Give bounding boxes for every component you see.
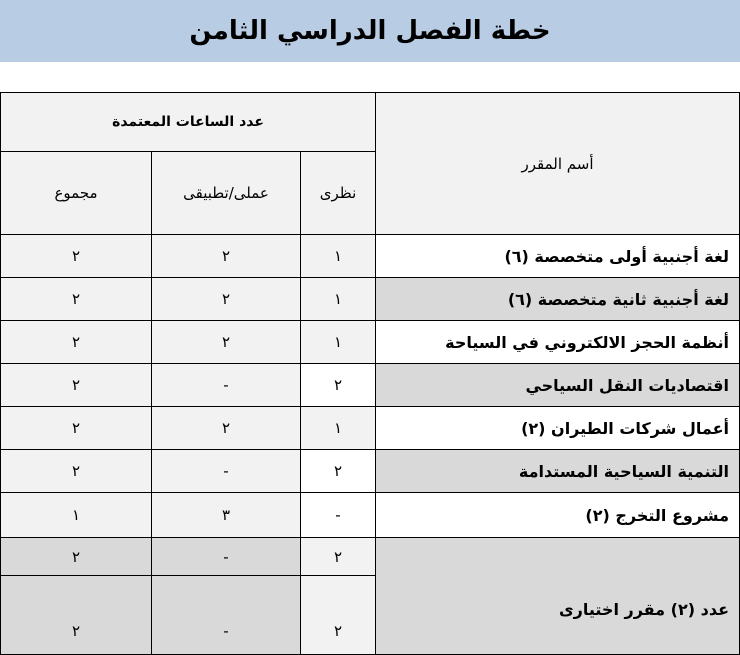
row-3-theory: ١: [300, 320, 376, 364]
elective-1-total: ٢: [0, 537, 152, 576]
row-1-course-name: لغة أجنبية أولى متخصصة (٦): [375, 234, 740, 278]
practical-header: عملى/تطبيقى: [151, 151, 301, 235]
row-3-practical: ٢: [151, 320, 301, 364]
elective-2-theory: ٢: [300, 575, 376, 655]
elective-2-total: ٢: [0, 575, 152, 655]
row-6-theory: ٢: [300, 449, 376, 493]
row-6-total: ٢: [0, 449, 152, 493]
row-2-theory: ١: [300, 277, 376, 321]
total-header: مجموع: [0, 151, 152, 235]
page-title: خطة الفصل الدراسي الثامن: [189, 16, 551, 46]
row-3-course-name: أنظمة الحجز الالكتروني في السياحة: [375, 320, 740, 364]
row-5-course-name: أعمال شركات الطيران (٢): [375, 406, 740, 450]
title-band: [0, 0, 740, 62]
row-5-total: ٢: [0, 406, 152, 450]
row-4-practical: -: [151, 363, 301, 407]
row-7-theory: -: [300, 492, 376, 538]
row-6-practical: -: [151, 449, 301, 493]
row-5-theory: ١: [300, 406, 376, 450]
row-7-total: ١: [0, 492, 152, 538]
elective-1-practical: -: [151, 537, 301, 576]
row-4-total: ٢: [0, 363, 152, 407]
row-3-total: ٢: [0, 320, 152, 364]
course-name-header: أسم المقرر: [375, 92, 740, 235]
credit-hours-header: عدد الساعات المعتمدة: [0, 92, 376, 152]
row-2-practical: ٢: [151, 277, 301, 321]
theory-header: نظرى: [300, 151, 376, 235]
row-1-total: ٢: [0, 234, 152, 278]
row-4-theory: ٢: [300, 363, 376, 407]
row-1-practical: ٢: [151, 234, 301, 278]
elective-1-theory: ٢: [300, 537, 376, 576]
row-6-course-name: التنمية السياحية المستدامة: [375, 449, 740, 493]
row-1-theory: ١: [300, 234, 376, 278]
row-7-course-name: مشروع التخرج (٢): [375, 492, 740, 538]
elective-2-practical: -: [151, 575, 301, 655]
row-5-practical: ٢: [151, 406, 301, 450]
row-7-practical: ٣: [151, 492, 301, 538]
elective-course-name: عدد (٢) مقرر اختيارى: [375, 537, 740, 655]
study-plan-table: [0, 92, 740, 655]
row-2-total: ٢: [0, 277, 152, 321]
row-4-course-name: اقتصاديات النقل السياحي: [375, 363, 740, 407]
row-2-course-name: لغة أجنبية ثانية متخصصة (٦): [375, 277, 740, 321]
